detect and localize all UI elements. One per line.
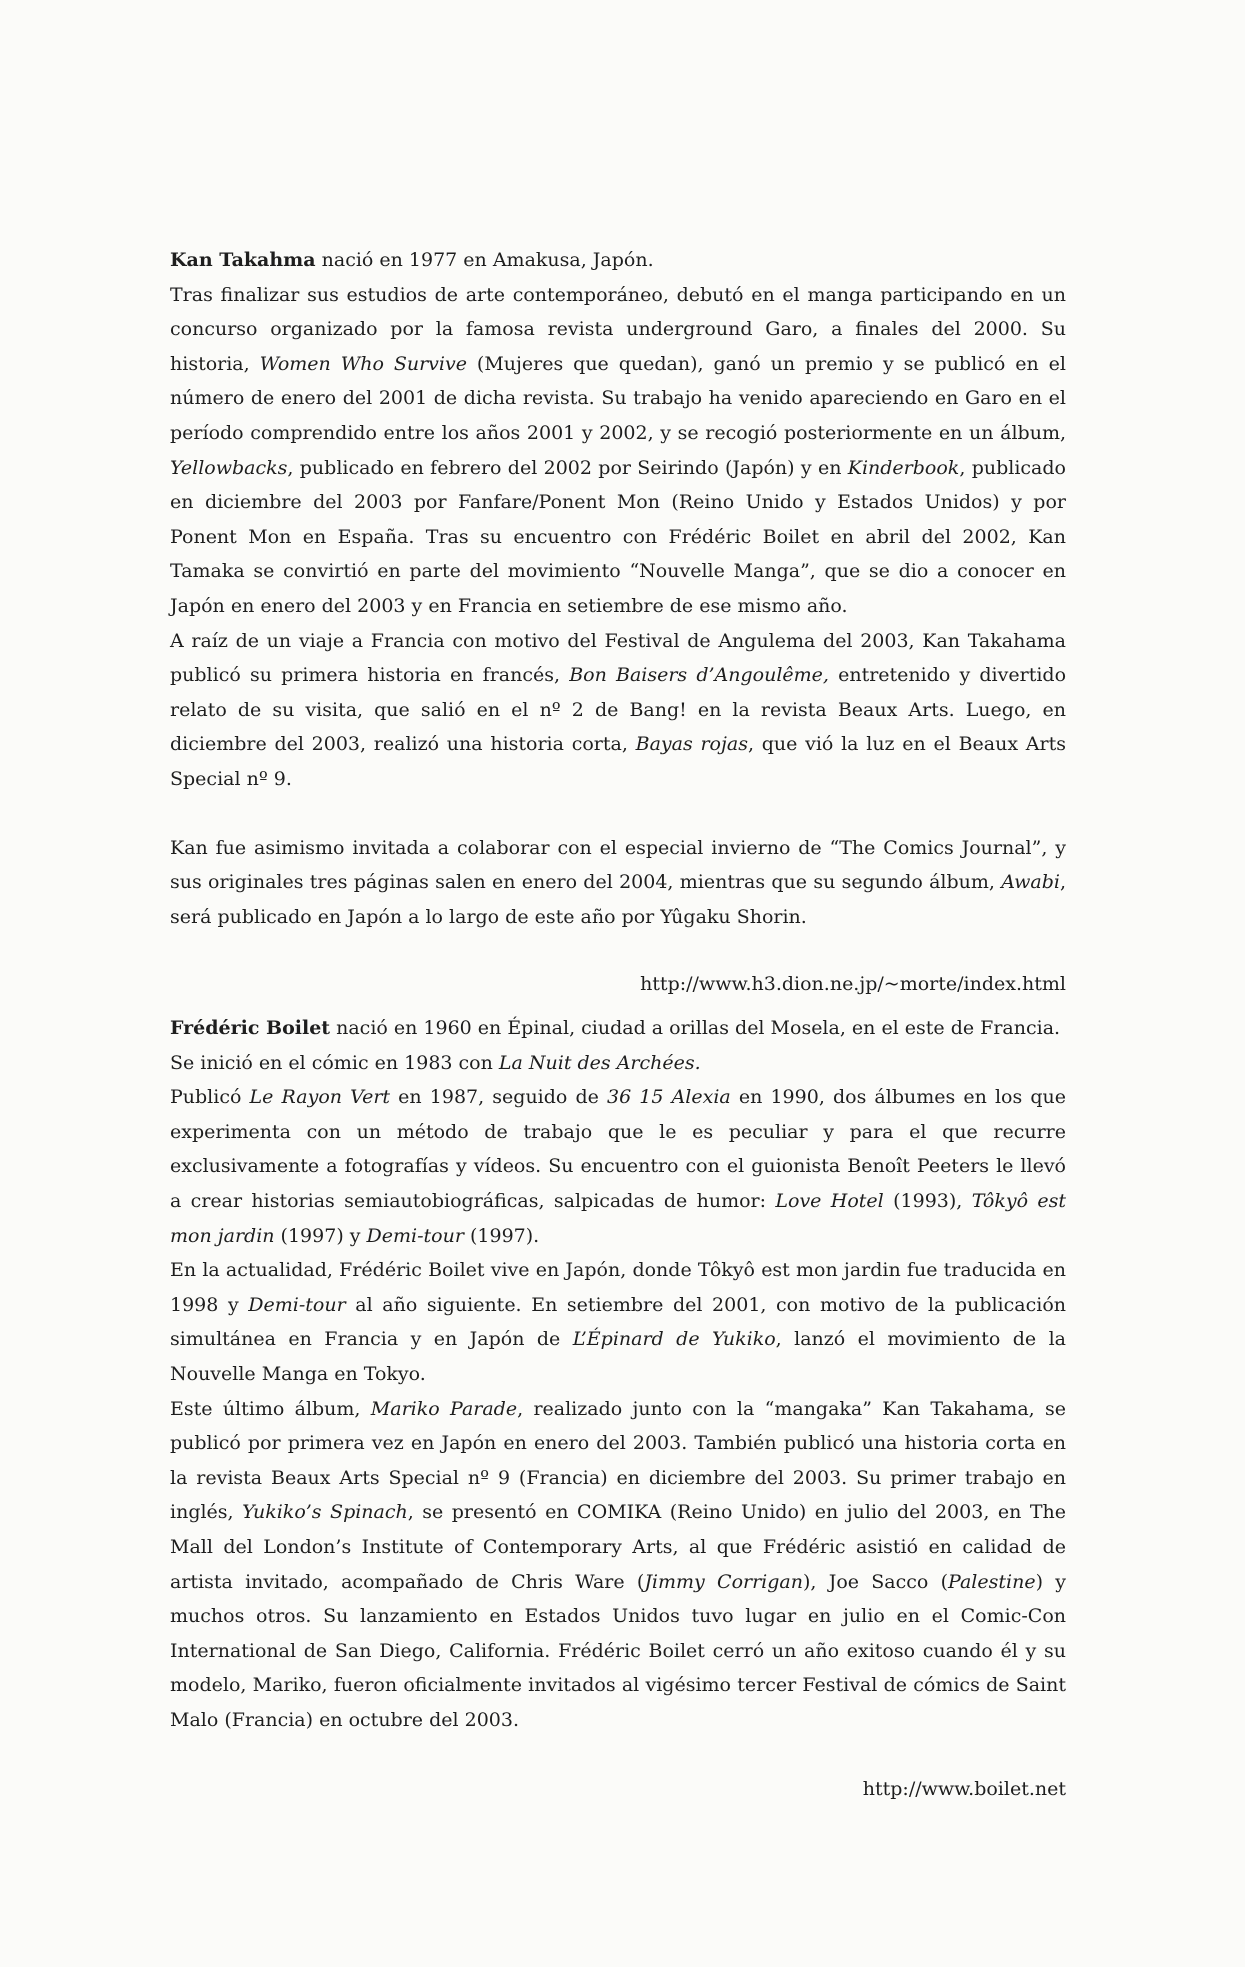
text-span: , realizado junto con la “mangaka” Kan Takahama, se publicó por primera vez en Japón en enero del 2003. También publicó una historia corta en la revista Beaux Arts Special nº 9 (Francia) en diciembre del 2003. Su primer trabajo en inglés, xyxy=(170,1397,1066,1524)
takahama-paragraph-france xyxy=(170,624,1066,797)
work-title-love-hotel: Love Hotel xyxy=(775,1189,884,1212)
text-span: Este último álbum, xyxy=(170,1397,371,1420)
boilet-website-url: http://www.boilet.net xyxy=(862,1778,1066,1801)
text-span: en 1990, dos álbumes en los que experimenta con un método de trabajo que le es peculiar y para el que recurre exclusivamente a fotografías y vídeos. Su encuentro con el guionista Benoît Peeters le llevó a crear historias semiautobiográficas, salpicadas de humor: xyxy=(170,1086,1066,1212)
work-title-bon-baisers: Bon Baisers d’Angoulême, xyxy=(569,664,829,687)
text-span: al año siguiente. En setiembre del 2001, con motivo de la publicación simultánea en Francia y en Japón de xyxy=(170,1293,1066,1351)
text-span: (Mujeres que quedan), ganó un premio y se publicó en el número de enero del 2001 de dicha revista. Su trabajo ha venido apareciendo en Garo en el período comprendido entre los años 2001 y 2002, y se recogió posteriormente en un álbum, xyxy=(170,352,1066,444)
work-title-le-rayon-vert: Le Rayon Vert xyxy=(249,1086,391,1109)
text-span: ) y muchos otros. Su lanzamiento en Estados Unidos tuvo lugar en julio en el Comic-Con International de San Diego, California. Frédéric Boilet cerró un año exitoso cuando él y su modelo, Mariko, fueron oficialmente invitados al vigésimo tercer Festival de cómics de Saint Malo (Francia) en octubre del 2003. xyxy=(170,1570,1066,1731)
work-title-jimmy-corrigan: Jimmy Corrigan xyxy=(644,1570,803,1593)
text-span: Se inició en el cómic en 1983 con xyxy=(170,1051,499,1074)
takahama-bio-section xyxy=(170,243,1066,1002)
boilet-bio-section xyxy=(170,1011,1066,1807)
work-title-demi-tour: Demi-tour xyxy=(366,1224,464,1247)
work-title-demi-tour: Demi-tour xyxy=(248,1293,346,1316)
work-title-lepinard-de-yukiko: L’Épinard de Yukiko xyxy=(572,1328,776,1351)
boilet-paragraph-mariko-parade xyxy=(170,1392,1066,1738)
work-title-mariko-parade: Mariko Parade xyxy=(370,1397,518,1420)
takahama-paragraph-career xyxy=(170,278,1066,624)
takahama-website-url: http://www.h3.dion.ne.jp/~morte/index.html xyxy=(640,973,1066,996)
text-span: en 1987, seguido de xyxy=(390,1086,607,1109)
text-span: , lanzó el movimiento de la Nouvelle Manga en Tokyo. xyxy=(170,1328,1066,1385)
boilet-paragraph-works xyxy=(170,1080,1066,1253)
work-title-36-15-alexia: 36 15 Alexia xyxy=(607,1086,731,1109)
takahama-paragraph-comics-journal xyxy=(170,831,1066,935)
takahama-intro-text: nació en 1977 en Amakusa, Japón. xyxy=(315,249,654,271)
takahama-name: Kan Takahma xyxy=(170,249,316,271)
work-title-yellowbacks: Yellowbacks xyxy=(170,456,288,479)
text-span: , publicado en diciembre del 2003 por Fanfare/Ponent Mon (Reino Unido y Estados Unidos) y por Ponent Mon en España. Tras su encuentro con Frédéric Boilet en abril del 2002, Kan Tamaka se convirtió en parte del movimiento “Nouvelle Manga”, que se dio a conocer en Japón en enero del 2003 y en Francia en setiembre de ese mismo año. xyxy=(170,456,1066,617)
text-span: , publicado en febrero del 2002 por Seirindo (Japón) y en xyxy=(287,456,848,479)
paragraph-gap xyxy=(170,797,1066,831)
text-span: Publicó xyxy=(170,1086,250,1109)
boilet-paragraph-debut xyxy=(170,1046,1066,1081)
work-title-bayas-rojas: Bayas rojas xyxy=(635,733,748,756)
text-span: , que vió la luz en el Beaux Arts Special nº 9. xyxy=(170,733,1066,790)
text-span: (1997) y xyxy=(274,1224,367,1247)
work-title-yukikos-spinach: Yukiko’s Spinach xyxy=(242,1501,408,1524)
work-title-la-nuit-des-archees: La Nuit des Archées. xyxy=(498,1051,701,1074)
text-span: , será publicado en Japón a lo largo de este año por Yûgaku Shorin. xyxy=(170,871,1066,928)
text-span: ), Joe Sacco ( xyxy=(803,1570,949,1593)
text-span: entretenido y divertido relato de su visita, que salió en el nº 2 de Bang! en la revista Beaux Arts. Luego, en diciembre del 2003, realizó una historia corta, xyxy=(170,664,1067,756)
text-span: , se presentó en COMIKA (Reino Unido) en julio del 2003, en The Mall del London’s Institute of Contemporary Arts, al que Frédéric asistió en calidad de artista invitado, acompañado de Chris Ware ( xyxy=(170,1501,1066,1593)
work-title-palestine: Palestine xyxy=(948,1570,1036,1593)
boilet-intro-text: nació en 1960 en Épinal, ciudad a orillas del Mosela, en el este de Francia. xyxy=(330,1017,1061,1039)
takahama-paragraph-intro xyxy=(170,243,1066,278)
text-span: En la actualidad, Frédéric Boilet vive en Japón, donde Tôkyô est mon jardin fue traducida en 1998 y xyxy=(170,1259,1066,1316)
text-span: Tras finalizar sus estudios de arte contemporáneo, debutó en el manga participando en un concurso organizado por la famosa revista underground Garo, a finales del 2000. Su historia, xyxy=(170,283,1066,375)
work-title-kinderbook: Kinderbook xyxy=(847,456,960,479)
work-title-tokyo-est-mon-jardin: Tôkyô est mon jardin xyxy=(170,1189,1066,1247)
work-title-women-who-survive: Women Who Survive xyxy=(259,352,467,375)
work-title-awabi: Awabi xyxy=(1001,871,1060,894)
boilet-name: Frédéric Boilet xyxy=(170,1017,331,1039)
text-span: (1993), xyxy=(883,1189,972,1212)
text-span: (1997). xyxy=(463,1224,540,1247)
boilet-paragraph-intro xyxy=(170,1011,1066,1046)
text-span: A raíz de un viaje a Francia con motivo del Festival de Angulema del 2003, Kan Takahama publicó su primera historia en francés, xyxy=(170,629,1066,687)
boilet-paragraph-japan xyxy=(170,1253,1066,1391)
text-span: Kan fue asimismo invitada a colaborar con el especial invierno de “The Comics Journal”, y sus originales tres páginas salen en enero del 2004, mientras que su segundo álbum, xyxy=(170,836,1066,894)
